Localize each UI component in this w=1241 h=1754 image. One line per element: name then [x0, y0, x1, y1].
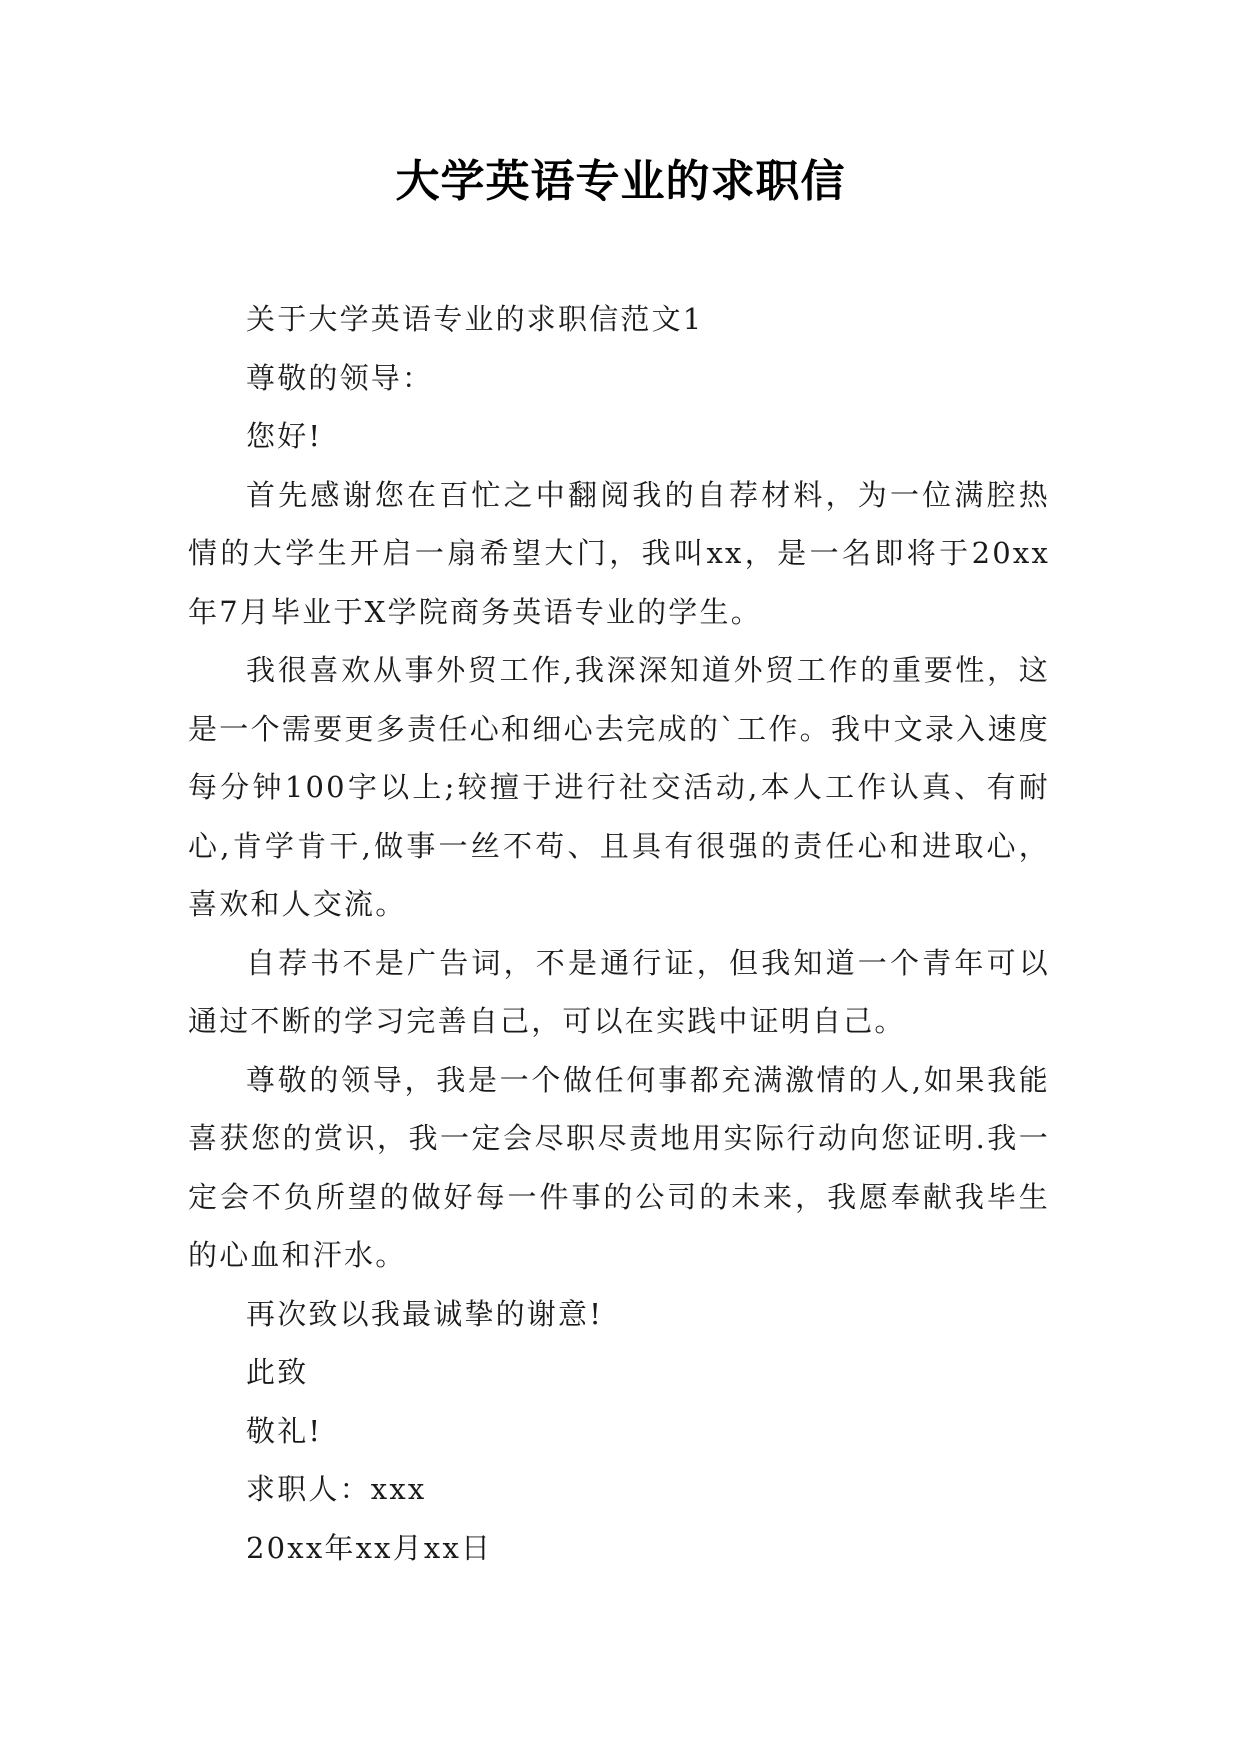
paragraph-regards: 敬礼!	[246, 1413, 323, 1448]
paragraph-introduction: 首先感谢您在百忙之中翻阅我的自荐材料，为一位满腔热情的大学生开启一扇希望大门，我叫xx，是一名即将于20xx年7月毕业于X学院商务英语专业的学生。	[188, 477, 1050, 629]
document-body	[188, 290, 1050, 1577]
paragraph-date: 20xx年xx月xx日	[246, 1530, 493, 1565]
paragraph-heading: 关于大学英语专业的求职信范文1	[246, 302, 704, 336]
paragraph-thanks: 再次致以我最诚挚的谢意!	[246, 1296, 604, 1331]
paragraph-salutation: 尊敬的领导：	[246, 360, 434, 395]
paragraph-skills: 我很喜欢从事外贸工作,我深深知道外贸工作的重要性，这是一个需要更多责任心和细心去完成的`工作。我中文录入速度每分钟100字以上;较擅于进行社交活动,本人工作认真、有耐心,肯学肯干,做事一丝不苟、且具有很强的责任心和进取心，喜欢和人交流。	[188, 653, 1050, 921]
paragraph-greeting: 您好!	[246, 419, 323, 453]
paragraph-self-recommendation: 自荐书不是广告词，不是通行证，但我知道一个青年可以通过不断的学习完善自己，可以在实践中证明自己。	[188, 945, 1050, 1038]
paragraph-commitment: 尊敬的领导，我是一个做任何事都充满激情的人,如果我能喜获您的赏识，我一定会尽职尽责地用实际行动向您证明.我一定会不负所望的做好每一件事的公司的未来，我愿奉献我毕生的心血和汗水。	[188, 1062, 1050, 1272]
document-title: 大学英语专业的求职信	[395, 156, 846, 207]
paragraph-signature: 求职人：xxx	[246, 1472, 427, 1506]
paragraph-closing: 此致	[246, 1355, 309, 1389]
